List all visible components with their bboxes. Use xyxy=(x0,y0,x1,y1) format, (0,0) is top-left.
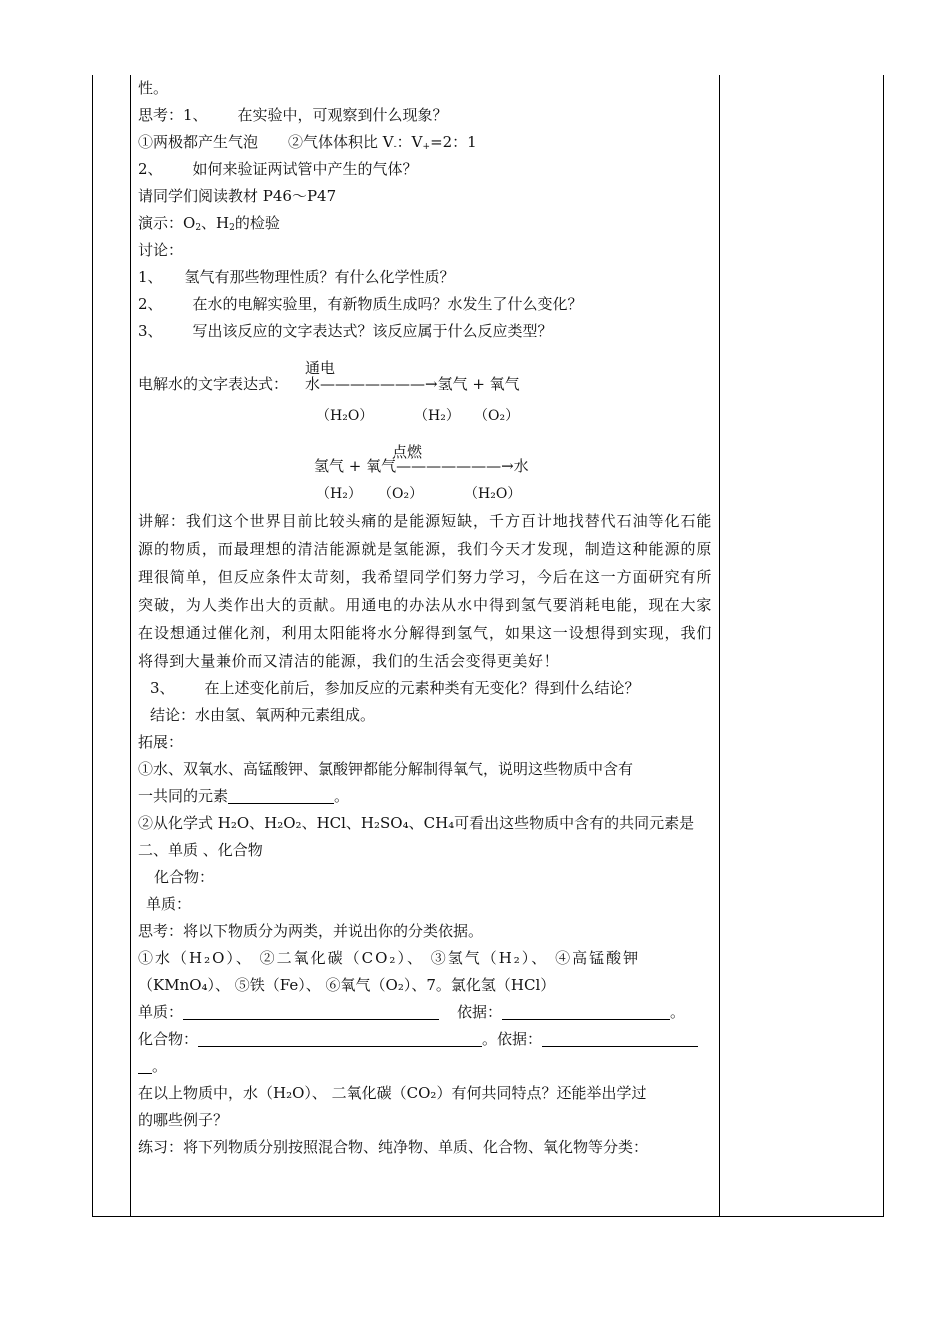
expand-title: 拓展： xyxy=(138,733,184,751)
equation-electrolysis xyxy=(138,359,712,399)
read-textbook: 请同学们阅读教材 P46～P47 xyxy=(138,187,337,205)
equation-condition-electric: 通电 xyxy=(305,359,336,377)
question-3: 3、 在上述变化前后，参加反应的元素种类有无变化？得到什么结论？ xyxy=(150,679,640,697)
equation-condition-ignite: 点燃 xyxy=(392,443,423,461)
expand-item-1-cont: 一共同的元素 。 xyxy=(138,787,350,805)
think-classify: 思考：将以下物质分为两类，并说出你的分类依据。 xyxy=(138,922,484,940)
substance-list-2: （KMnO₄）、 ⑤铁（Fe）、 ⑥氧气（O₂）、7。氯化氢（HCl） xyxy=(138,976,556,994)
table-column-divider-right xyxy=(719,75,720,1216)
equation-label: 电解水的文字表达式： xyxy=(138,375,289,393)
exercise-line: 练习：将下列物质分别按照混合物、纯净物、单质、化合物、氧化物等分类： xyxy=(138,1138,649,1156)
equation-formulas-1: （H₂O） （H₂） （O₂） xyxy=(316,408,520,424)
equation-text: 水———————→氢气 + 氧气 xyxy=(305,375,520,393)
expand-item-1: ①水、双氧水、高锰酸钾、氯酸钾都能分解制得氧气，说明这些物质中含有 xyxy=(138,760,634,778)
equation2-text: 氢气 + 氧气———————→水 xyxy=(314,457,529,475)
discussion-1: 1、 氢气有那些物理性质？有什么化学性质？ xyxy=(138,268,455,286)
common-feature-question-cont: 的哪些例子？ xyxy=(138,1111,229,1129)
equation-formulas-2: （H₂） （O₂） （H₂O） xyxy=(316,486,522,502)
observation-line: ①两极都产生气泡 ②气体体积比 $V_-$：$V_+=2$：1 xyxy=(138,133,477,152)
blank-element-basis[interactable] xyxy=(502,1003,670,1020)
blank-compound-basis[interactable] xyxy=(542,1030,698,1047)
substance-list-1: ①水（H₂O）、 ②二氧化碳（CO₂）、 ③氢气（H₂）、 ④高锰酸钾 xyxy=(138,949,641,967)
lesson-content xyxy=(138,75,712,1161)
discussion-title: 讨论： xyxy=(138,241,184,259)
blank-compound-basis-cont[interactable] xyxy=(138,1057,152,1074)
blank-common-element[interactable] xyxy=(228,787,334,804)
blank-element-answer[interactable] xyxy=(183,1003,439,1020)
conclusion: 结论：水由氢、氧两种元素组成。 xyxy=(150,706,376,724)
section-heading-2: 二、单质 、化合物 xyxy=(138,841,263,859)
discussion-3: 3、 写出该反应的文字表达式？该反应属于什么反应类型？ xyxy=(138,322,553,340)
think-question-1: 思考：1、 在实验中，可观察到什么现象？ xyxy=(138,106,448,124)
discussion-2: 2、 在水的电解实验里，有新物质生成吗？水发生了什么变化？ xyxy=(138,295,583,313)
fill-element-line: 单质： 依据： 。 xyxy=(138,1003,686,1021)
expand-item-2: ②从化学式 H₂O、H₂O₂、HCl、H₂SO₄、CH₄可看出这些物质中含有的共同元素是 xyxy=(138,814,695,832)
fill-compound-line-cont: 。 xyxy=(138,1053,712,1080)
line-end-of-sentence: 性。 xyxy=(138,79,169,97)
compound-label: 化合物： xyxy=(154,868,215,886)
blank-compound-answer[interactable] xyxy=(198,1030,482,1047)
common-feature-question: 在以上物质中，水（H₂O）、 二氧化碳（CO₂）有何共同特点？还能举出学过 xyxy=(138,1084,647,1102)
table-column-divider-left xyxy=(130,75,131,1216)
think-question-2: 2、 如何来验证两试管中产生的气体？ xyxy=(138,160,418,178)
demo-line: 演示：$O_2$、$H_2$的检验 xyxy=(138,214,280,233)
equation-combustion xyxy=(138,443,712,479)
element-label: 单质： xyxy=(146,895,192,913)
fill-compound-line: 化合物： 。依据： xyxy=(138,1026,712,1053)
lecture-paragraph: 讲解：我们这个世界目前比较头痛的是能源短缺，千方百计地找替代石油等化石能源的物质，而最理想的清洁能源就是氢能源，我们今天才发现，制造这种能源的原理很简单，但反应条件太苛刻，我希望同学们努力学习，今后在这一方面研究有所突破，为人类作出大的贡献。用通电的办法从水中得到氢气要消耗电能，现在大家在设想通过催化剂，利用太阳能将水分解得到氢气，如果这一设想得到实现，我们将得到大量兼价而又清洁的能源，我们的生活会变得更美好！ xyxy=(138,512,712,670)
